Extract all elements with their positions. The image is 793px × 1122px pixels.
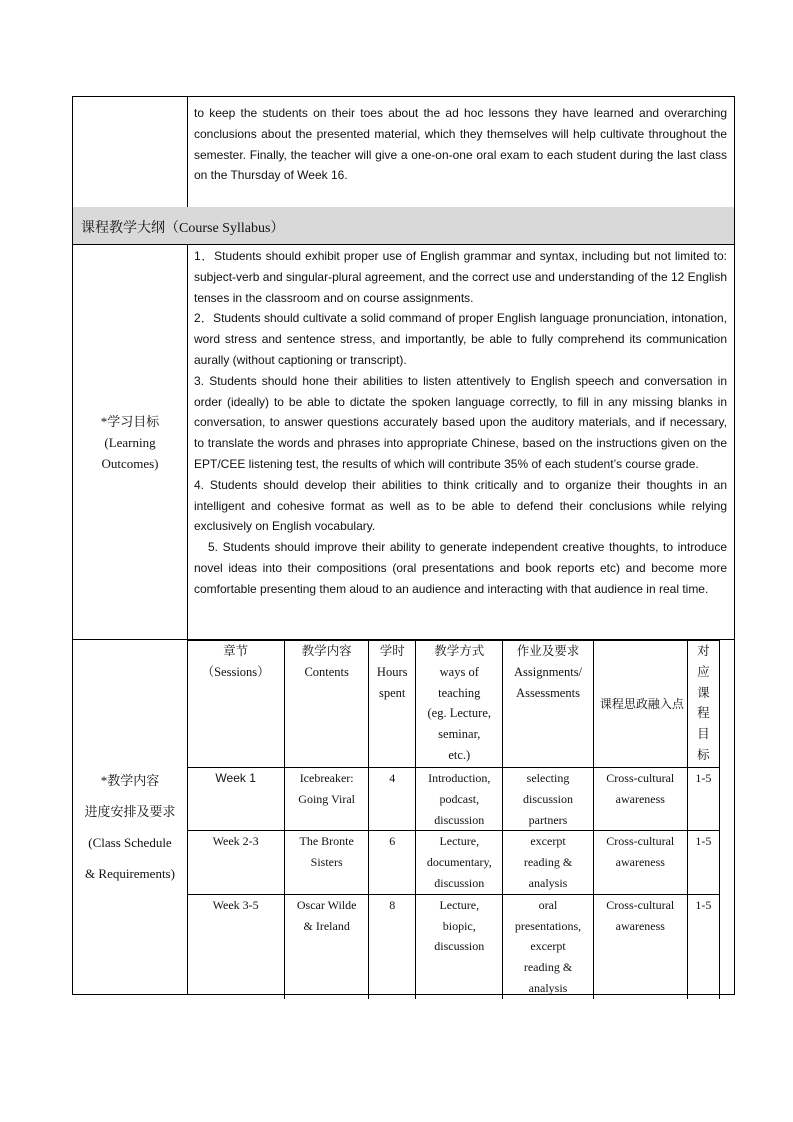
learning-outcomes-label-cell xyxy=(73,245,188,639)
ways-cell: Introduction, podcast, discussion xyxy=(416,768,503,831)
table-row xyxy=(187,831,720,894)
contents-header: 教学内容 Contents xyxy=(285,641,369,768)
assignment-cell: selecting discussion partners xyxy=(503,768,594,831)
assessment-paragraph: to keep the students on their toes about the ad hoc lessons they have learned and overarching conclusions about the presented material, which they themselves will help cultivate throughout the semester. Finally, the teacher will give a one-on-one oral exam to each student during the last class on the Thursday of Week 16. xyxy=(194,106,727,183)
sessions-header: 章节 （Sessions） xyxy=(187,641,285,768)
schedule-header-row xyxy=(187,641,720,768)
ways-cell: Lecture, documentary, discussion xyxy=(416,831,503,894)
week-cell: Week 1 xyxy=(187,768,285,831)
content-cell: Icebreaker: Going Viral xyxy=(285,768,369,831)
outcome-item: 2．Students should cultivate a solid command of proper English language pronunciation, intonation, word stress and sentence stress, and importantly, be able to fully comprehend its communication aurally (without captioning or transcript). xyxy=(194,311,727,367)
outcome-item: 4. Students should develop their abilities to think critically and to organize their thoughts in an intelligent and cohesive format as well as to be able to defend their conclusions while relying exclusively on English vocabulary. xyxy=(194,477,727,534)
ways-cell: Lecture, biopic, discussion xyxy=(416,894,503,999)
hours-cell: 8 xyxy=(369,894,416,999)
content-cell: Oscar Wilde & Ireland xyxy=(285,894,369,999)
hours-header: 学时 Hours spent xyxy=(369,641,416,768)
target-cell: 1-5 xyxy=(687,831,719,894)
outcome-item: 5. Students should improve their ability to generate independent creative thoughts, to introduce novel ideas into their compositions (oral presentations and book reports etc) and become more comfortable presenting them aloud to an audience and interacting with that audience in real time. xyxy=(194,540,727,596)
week-cell: Week 2-3 xyxy=(187,831,285,894)
class-schedule-label: *教学内容 进度安排及要求 (Class Schedule & Requirements) xyxy=(84,773,176,881)
outcome-item: 3. Students should hone their abilities to listen attentively to English speech and conversation in order (ideally) to be able to dictate the spoken language correctly, to fill in any missing blanks in conversation, to answer questions accurately based upon the auditory materials, and if necessary, to translate the words and phrases into appropriate Chinese, based on the instructions given on the EPT/CEE listening test, the results of which will contribute 35% of each student’s course grade. xyxy=(194,373,727,471)
assignment-cell: oral presentations, excerpt reading & analysis xyxy=(503,894,594,999)
course-syllabus-header xyxy=(73,207,734,245)
assessment-text-cell xyxy=(194,103,727,186)
assessment-continuation-row xyxy=(73,97,734,208)
syllabus-table xyxy=(72,96,735,995)
empty-label-cell xyxy=(73,97,188,207)
table-row xyxy=(187,768,720,831)
content-cell: The Bronte Sisters xyxy=(285,831,369,894)
target-cell: 1-5 xyxy=(687,768,719,831)
table-row xyxy=(187,894,720,999)
ideology-cell: Cross-cultural awareness xyxy=(593,894,687,999)
ideology-header: 课程思政融入点 xyxy=(593,641,687,768)
learning-outcomes-text-cell xyxy=(194,246,727,600)
target-header: 对 应 课 程 目 标 xyxy=(687,641,719,768)
teaching-ways-header: 教学方式 ways of teaching (eg. Lecture, seminar, etc.) xyxy=(416,641,503,768)
assignments-header: 作业及要求 Assignments/ Assessments xyxy=(503,641,594,768)
target-cell: 1-5 xyxy=(687,894,719,999)
learning-outcomes-label: *学习目标 (Learning Outcomes) xyxy=(100,414,160,471)
schedule-table xyxy=(187,640,720,999)
class-schedule-row xyxy=(73,640,734,995)
ideology-cell: Cross-cultural awareness xyxy=(593,768,687,831)
class-schedule-label-cell xyxy=(73,640,188,995)
course-syllabus-title: 课程教学大纲（Course Syllabus） xyxy=(81,221,285,236)
learning-outcomes-row xyxy=(73,245,734,640)
assignment-cell: excerpt reading & analysis xyxy=(503,831,594,894)
ideology-cell: Cross-cultural awareness xyxy=(593,831,687,894)
week-cell: Week 3-5 xyxy=(187,894,285,999)
hours-cell: 4 xyxy=(369,768,416,831)
hours-cell: 6 xyxy=(369,831,416,894)
outcome-item: 1．Students should exhibit proper use of English grammar and syntax, including but not limited to: subject-verb and singular-plural agreement, and the correct use and understanding of the 12 English tenses in the classroom and on course assignments. xyxy=(194,249,727,305)
